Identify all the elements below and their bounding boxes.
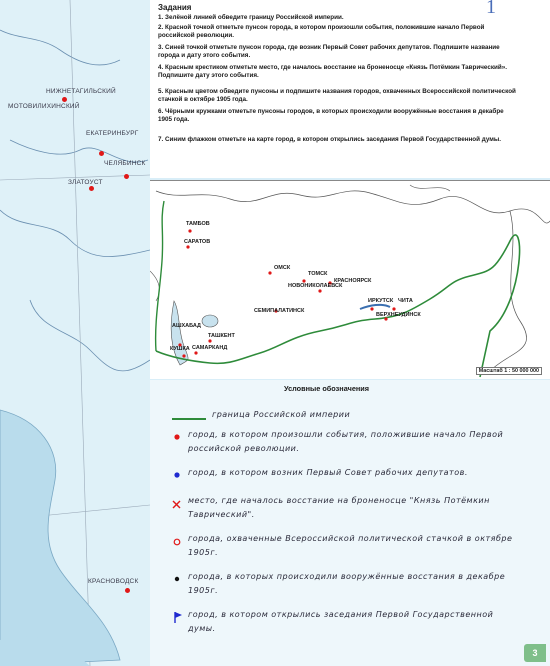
green-line-icon — [172, 416, 206, 422]
left-map-strip — [0, 0, 150, 666]
map-city-label: НОВОНИКОЛАЕВСК — [288, 283, 343, 289]
city-label: НИЖНЕТАГИЛЬСКИЙ — [46, 88, 116, 95]
map-city-label: ОМСК — [274, 265, 291, 271]
map-scale: Масштаб 1 : 50 000 000 — [476, 367, 542, 375]
task-item: 5. Красным цветом обведите пунсоны и подпишите названия городов, охваченных Всероссийской политической стачкой в октябре 1905 года. — [158, 88, 516, 104]
blue-flag-icon — [174, 612, 182, 623]
task-item: 2. Красной точкой отметьте пунсон города, в котором произошли события, положившие начало Первой российской революции. — [158, 24, 485, 40]
tasks-block — [150, 0, 550, 178]
city-dot — [89, 186, 94, 191]
map-city-label: ИРКУТСК — [368, 298, 394, 304]
map-city-label: КРАСНОЯРСК — [334, 278, 372, 284]
blue-dot-icon — [174, 472, 180, 478]
city-label: МОТОВИЛИХИНСКИЙ — [8, 103, 80, 110]
map-city-label: СЕМИПАЛАТИНСК — [254, 308, 305, 314]
map-city-label: ЧИТА — [398, 298, 413, 304]
city-dot — [125, 588, 130, 593]
black-dot-icon — [174, 576, 180, 582]
task-item: 1. Зелёной линией обведите границу Российской империи. — [158, 14, 344, 21]
map-city-label: САМАРКАНД — [192, 345, 228, 351]
task-item: 4. Красным крестиком отметьте место, где началось восстание на броненосце «Князь Потёмкин Таврический». Подпишите дату этого события. — [158, 64, 507, 80]
legend-row: граница Российской империи — [212, 410, 351, 419]
city-dot — [99, 151, 104, 156]
russia-map — [150, 180, 550, 379]
legend-row: города, в которых происходили вооружённые восстания в декабре 1905г. — [188, 572, 506, 595]
city-label: ЕКАТЕРИНБУРГ — [86, 130, 139, 137]
map-city-label: ТОМСК — [308, 271, 328, 277]
legend-row: города, охваченные Всероссийской политической стачкой в октябре 1905г. — [188, 534, 513, 557]
red-cross-icon — [172, 500, 181, 509]
city-dot — [124, 174, 129, 179]
legend-row: место, где началось восстание на броненосце "Князь Потёмкин Таврический". — [188, 496, 490, 519]
red-dot-icon — [174, 434, 180, 440]
corner-mark: 1 — [486, 0, 496, 18]
legend-row: город, в котором произошли события, положившие начало Первой российской революции. — [188, 430, 504, 453]
map-city-label: ВЕРХНЕУДИНСК — [376, 312, 421, 318]
city-label: ЧЕЛЯБИНСК — [104, 160, 146, 167]
task-item: 3. Синей точкой отметьте пунсон города, где возник Первый Совет рабочих депутатов. Подпишите название города и дату этого события. — [158, 44, 500, 60]
city-dot — [62, 97, 67, 102]
legend — [150, 380, 550, 666]
map-city-label: ТАШКЕНТ — [208, 333, 235, 339]
task-item: 7. Синим флажком отметьте на карте город, в котором открылись заседания Первой Государственной думы. — [158, 136, 502, 143]
map-city-label: АШХАБАД — [172, 323, 201, 329]
legend-row: город, в котором возник Первый Совет рабочих депутатов. — [188, 468, 468, 477]
city-label: КРАСНОВОДСК — [88, 578, 139, 585]
map-city-label: ТАМБОВ — [186, 221, 210, 227]
city-label: ЗЛАТОУСТ — [68, 179, 103, 186]
legend-title: Условные обозначения — [284, 384, 370, 393]
task-item: 6. Чёрными кружками отметьте пунсоны городов, в которых происходили вооружённые восстания в декабре 1905 года. — [158, 108, 504, 124]
legend-row: город, в котором открылись заседания Первой Государственной думы. — [188, 610, 494, 633]
map-city-label: КУШКА — [170, 346, 190, 352]
page-number: 3 — [524, 644, 546, 662]
tasks-title: Задания — [158, 3, 192, 12]
left-map-graphic — [0, 0, 150, 666]
red-circle-icon — [173, 538, 181, 546]
map-city-label: САРАТОВ — [184, 239, 211, 245]
